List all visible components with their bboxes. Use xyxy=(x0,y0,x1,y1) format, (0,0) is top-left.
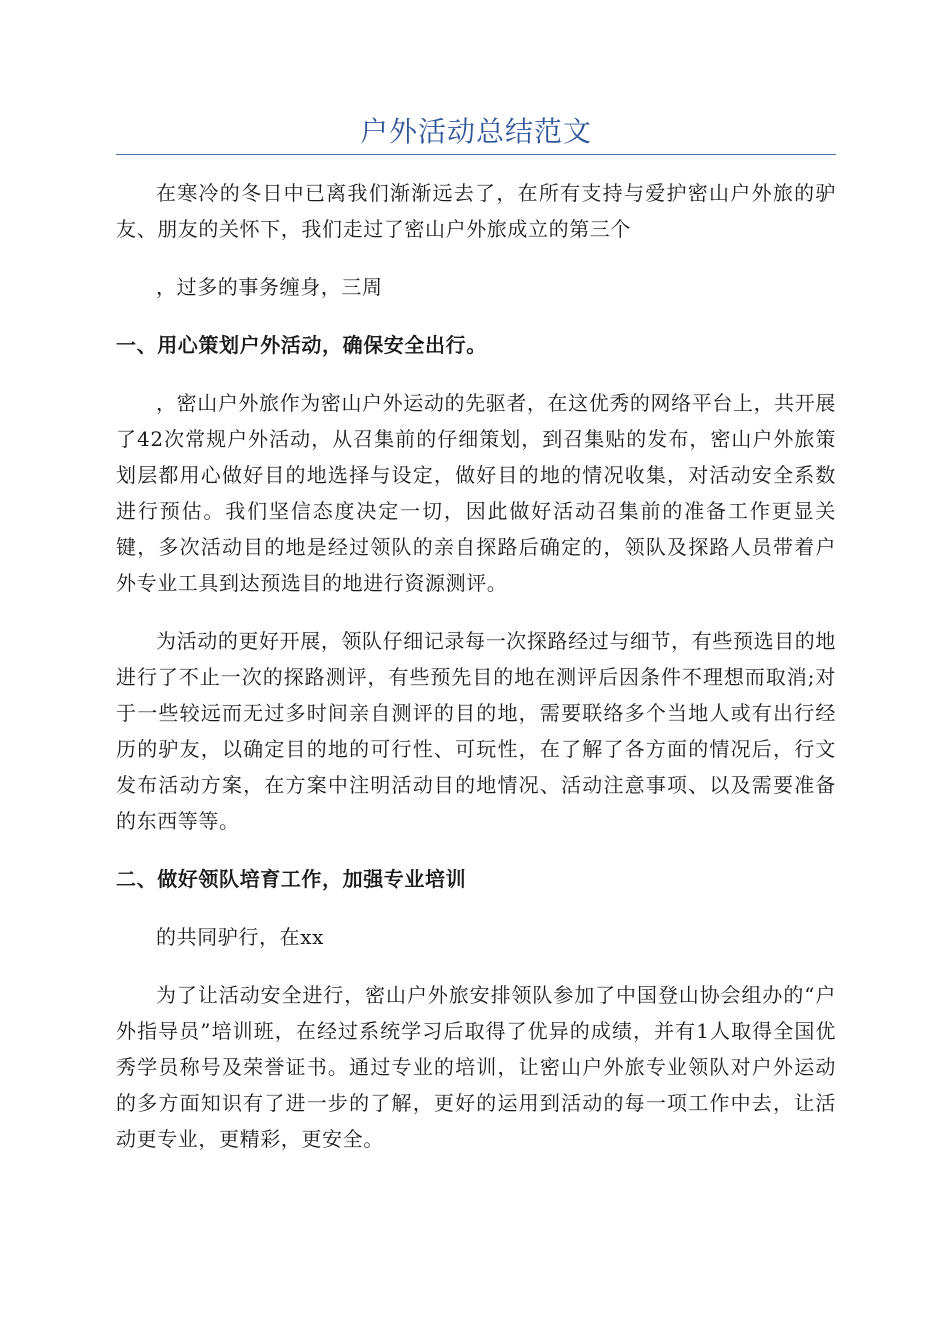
section-heading-1: 一、用心策划户外活动，确保安全出行。 xyxy=(116,333,487,357)
intro-paragraph: 在寒冷的冬日中已离我们渐渐远去了，在所有支持与爱护密山户外旅的驴友、朋友的关怀下，我们走过了密山户外旅成立的第三个 xyxy=(116,181,836,241)
section-1-paragraph-1: ，密山户外旅作为密山户外运动的先驱者，在这优秀的网络平台上，共开展了42次常规户外活动，从召集前的仔细策划，到召集贴的发布，密山户外旅策划层都用心做好目的地选择与设定，做好目的地的情况收集，对活动安全系数进行预估。我们坚信态度决定一切，因此做好活动召集前的准备工作更显关键，多次活动目的地是经过领队的亲自探路后确定的，领队及探路人员带着户外专业工具到达预选目的地进行资源测评。 xyxy=(116,391,836,595)
section-heading-2: 二、做好领队培育工作，加强专业培训 xyxy=(116,867,467,891)
section-2-fragment: 的共同驴行，在xx xyxy=(156,925,324,949)
fragment-paragraph: ，过多的事务缠身，三周 xyxy=(156,275,383,299)
document-title: 户外活动总结范文 xyxy=(359,115,592,148)
section-2-paragraph: 为了让活动安全进行，密山户外旅安排领队参加了中国登山协会组办的“户外指导员”培训班，在经过系统学习后取得了优异的成绩，并有1人取得全国优秀学员称号及荣誉证书。通过专业的培训，让密山户外旅专业领队对户外运动的多方面知识有了进一步的了解，更好的运用到活动的每一项工作中去，让活动更专业，更精彩，更安全。 xyxy=(116,983,836,1151)
section-1-paragraph-2: 为活动的更好开展，领队仔细记录每一次探路经过与细节，有些预选目的地进行了不止一次的探路测评，有些预先目的地在测评后因条件不理想而取消;对于一些较远而无过多时间亲自测评的目的地，需要联络多个当地人或有出行经历的驴友，以确定目的地的可行性、可玩性，在了解了各方面的情况后，行文发布活动方案，在方案中注明活动目的地情况、活动注意事项、以及需要准备的东西等等。 xyxy=(116,629,836,833)
document-page xyxy=(116,110,836,1179)
title-underline xyxy=(116,154,836,155)
